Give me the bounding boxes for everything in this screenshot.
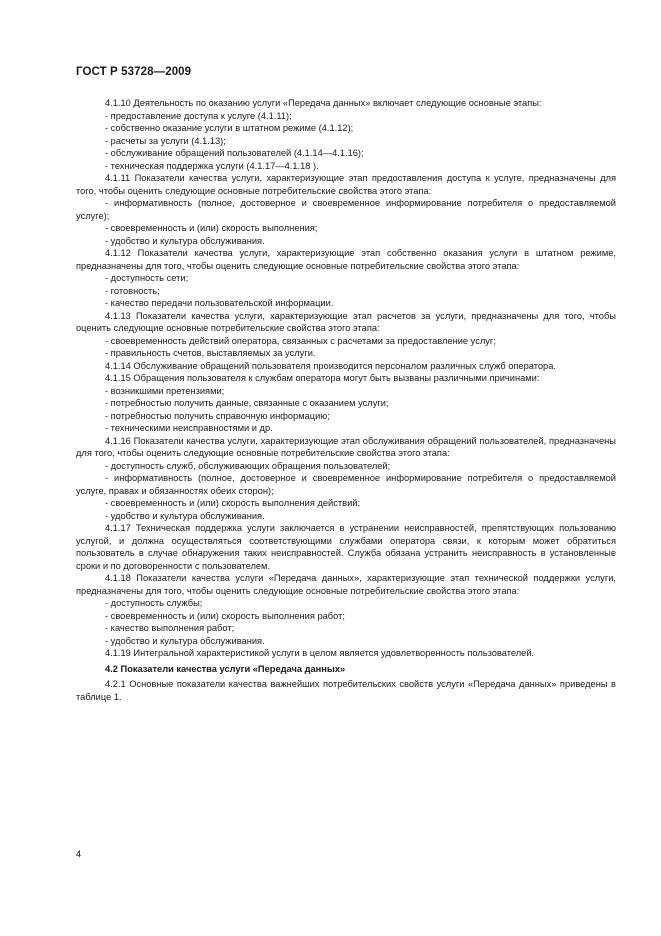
list-item: - потребностью получить справочную информацию; — [105, 410, 330, 421]
list-item: - удобство и культура обслуживания. — [105, 510, 265, 521]
paragraph: 4.2.1 Основные показатели качества важнейших потребительских свойств услуги «Передача данных» приведены в таблице 1. — [76, 679, 616, 702]
list-item: - своевременность и (или) скорость выполнения действий; — [105, 498, 361, 508]
paragraph: 4.1.18 Показатели качества услуги «Передача данных», характеризующие этап технической поддержки услуги, предназначены для того, чтобы оценить следующие основные потребительские свойства этого этапа: — [76, 573, 616, 596]
list-item: - потребностью получить данные, связанные с оказанием услуги; — [105, 398, 389, 408]
paragraph: 4.1.11 Показатели качества услуги, характеризующие этап предоставления доступа к услуге, предназначены для того, чтобы оценить следующие основные потребительские свойства этого этапа: — [76, 173, 616, 196]
paragraph: 4.1.13 Показатели качества услуги, характеризующие этап расчетов за услуги, предназначены для того, чтобы оценить следующие основные потребительские свойства этого этапа: — [76, 310, 616, 333]
list-item: - доступность сети; — [105, 273, 189, 283]
list-item: - своевременность действий оператора, связанных с расчетами за предоставление услуг; — [105, 335, 496, 346]
list-item: - расчеты за услуги (4.1.13); — [105, 135, 226, 146]
list-item: - собственно оказание услуги в штатном режиме (4.1.12); — [105, 123, 354, 133]
paragraph: 4.1.10 Деятельность по оказанию услуги «Передача данных» включает следующие основные этапы: — [105, 98, 542, 108]
list-item: - правильность счетов, выставляемых за услуги. — [105, 348, 316, 358]
paragraph: 4.1.15 Обращения пользователя к службам оператора могут быть вызваны различными причинами: — [105, 373, 540, 383]
paragraph: 4.1.17 Техническая поддержка услуги заключается в устранении неисправностей, препятствующих пользованию услугой, и должна осуществляться соответствующими службами оператора связи, к которым может обратиться пользователь в случае обнаружения таких неисправностей. Служба обязана устранить неисправность в установленные сроки и по договоренности с пользователем. — [76, 523, 616, 571]
list-item: - возникшими претензиями; — [105, 385, 225, 396]
paragraph: 4.1.16 Показатели качества услуги, характеризующие этап обслуживания обращений пользователей, предназначены для того, чтобы оценить следующие основные потребительские свойства этого этапа: — [76, 435, 616, 458]
paragraph: 4.1.12 Показатели качества услуги, характеризующие этап собственно оказания услуги в штатном режиме, предназначены для того, чтобы оценить следующие основные потребительские свойства этого этапа: — [76, 248, 616, 271]
document-header: ГОСТ Р 53728—2009 — [76, 66, 192, 78]
page-number: 4 — [76, 849, 82, 859]
list-item: - техническая поддержка услуги (4.1.17—4.1.18 ). — [105, 160, 319, 171]
list-item: - техническими неисправностями и др. — [105, 423, 273, 433]
list-item: - качество выполнения работ; — [105, 623, 235, 633]
document-body — [76, 97, 616, 703]
list-item: - своевременность и (или) скорость выполнения работ; — [105, 610, 345, 621]
list-item: - удобство и культура обслуживания. — [105, 635, 265, 646]
list-item: - информативность (полное, достоверное и своевременное информирование потребителя о предоставляемой услуге); — [76, 198, 616, 221]
list-item: - своевременность и (или) скорость выполнения; — [105, 223, 318, 233]
list-item: - информативность (полное, достоверное и своевременное информирование потребителя о предоставляемой услуге, правах и обязанностях обеих сторон); — [76, 473, 616, 496]
section-heading: 4.2 Показатели качества услуги «Передача данных» — [105, 663, 346, 674]
list-item: - качество передачи пользовательской информации. — [105, 298, 334, 308]
list-item: - предоставление доступа к услуге (4.1.11); — [105, 110, 292, 121]
list-item: - доступность служб, обслуживающих обращения пользователей; — [105, 460, 391, 471]
list-item: - доступность службы; — [105, 598, 203, 608]
list-item: - удобство и культура обслуживания. — [105, 235, 265, 246]
paragraph: 4.1.19 Интегральной характеристикой услуги в целом является удовлетворенность пользователей. — [105, 648, 535, 658]
list-item: - готовность; — [105, 285, 160, 296]
paragraph: 4.1.14 Обслуживание обращений пользователя производится персоналом различных служб оператора. — [105, 360, 556, 371]
list-item: - обслуживание обращений пользователей (4.1.14—4.1.16); — [105, 148, 364, 158]
